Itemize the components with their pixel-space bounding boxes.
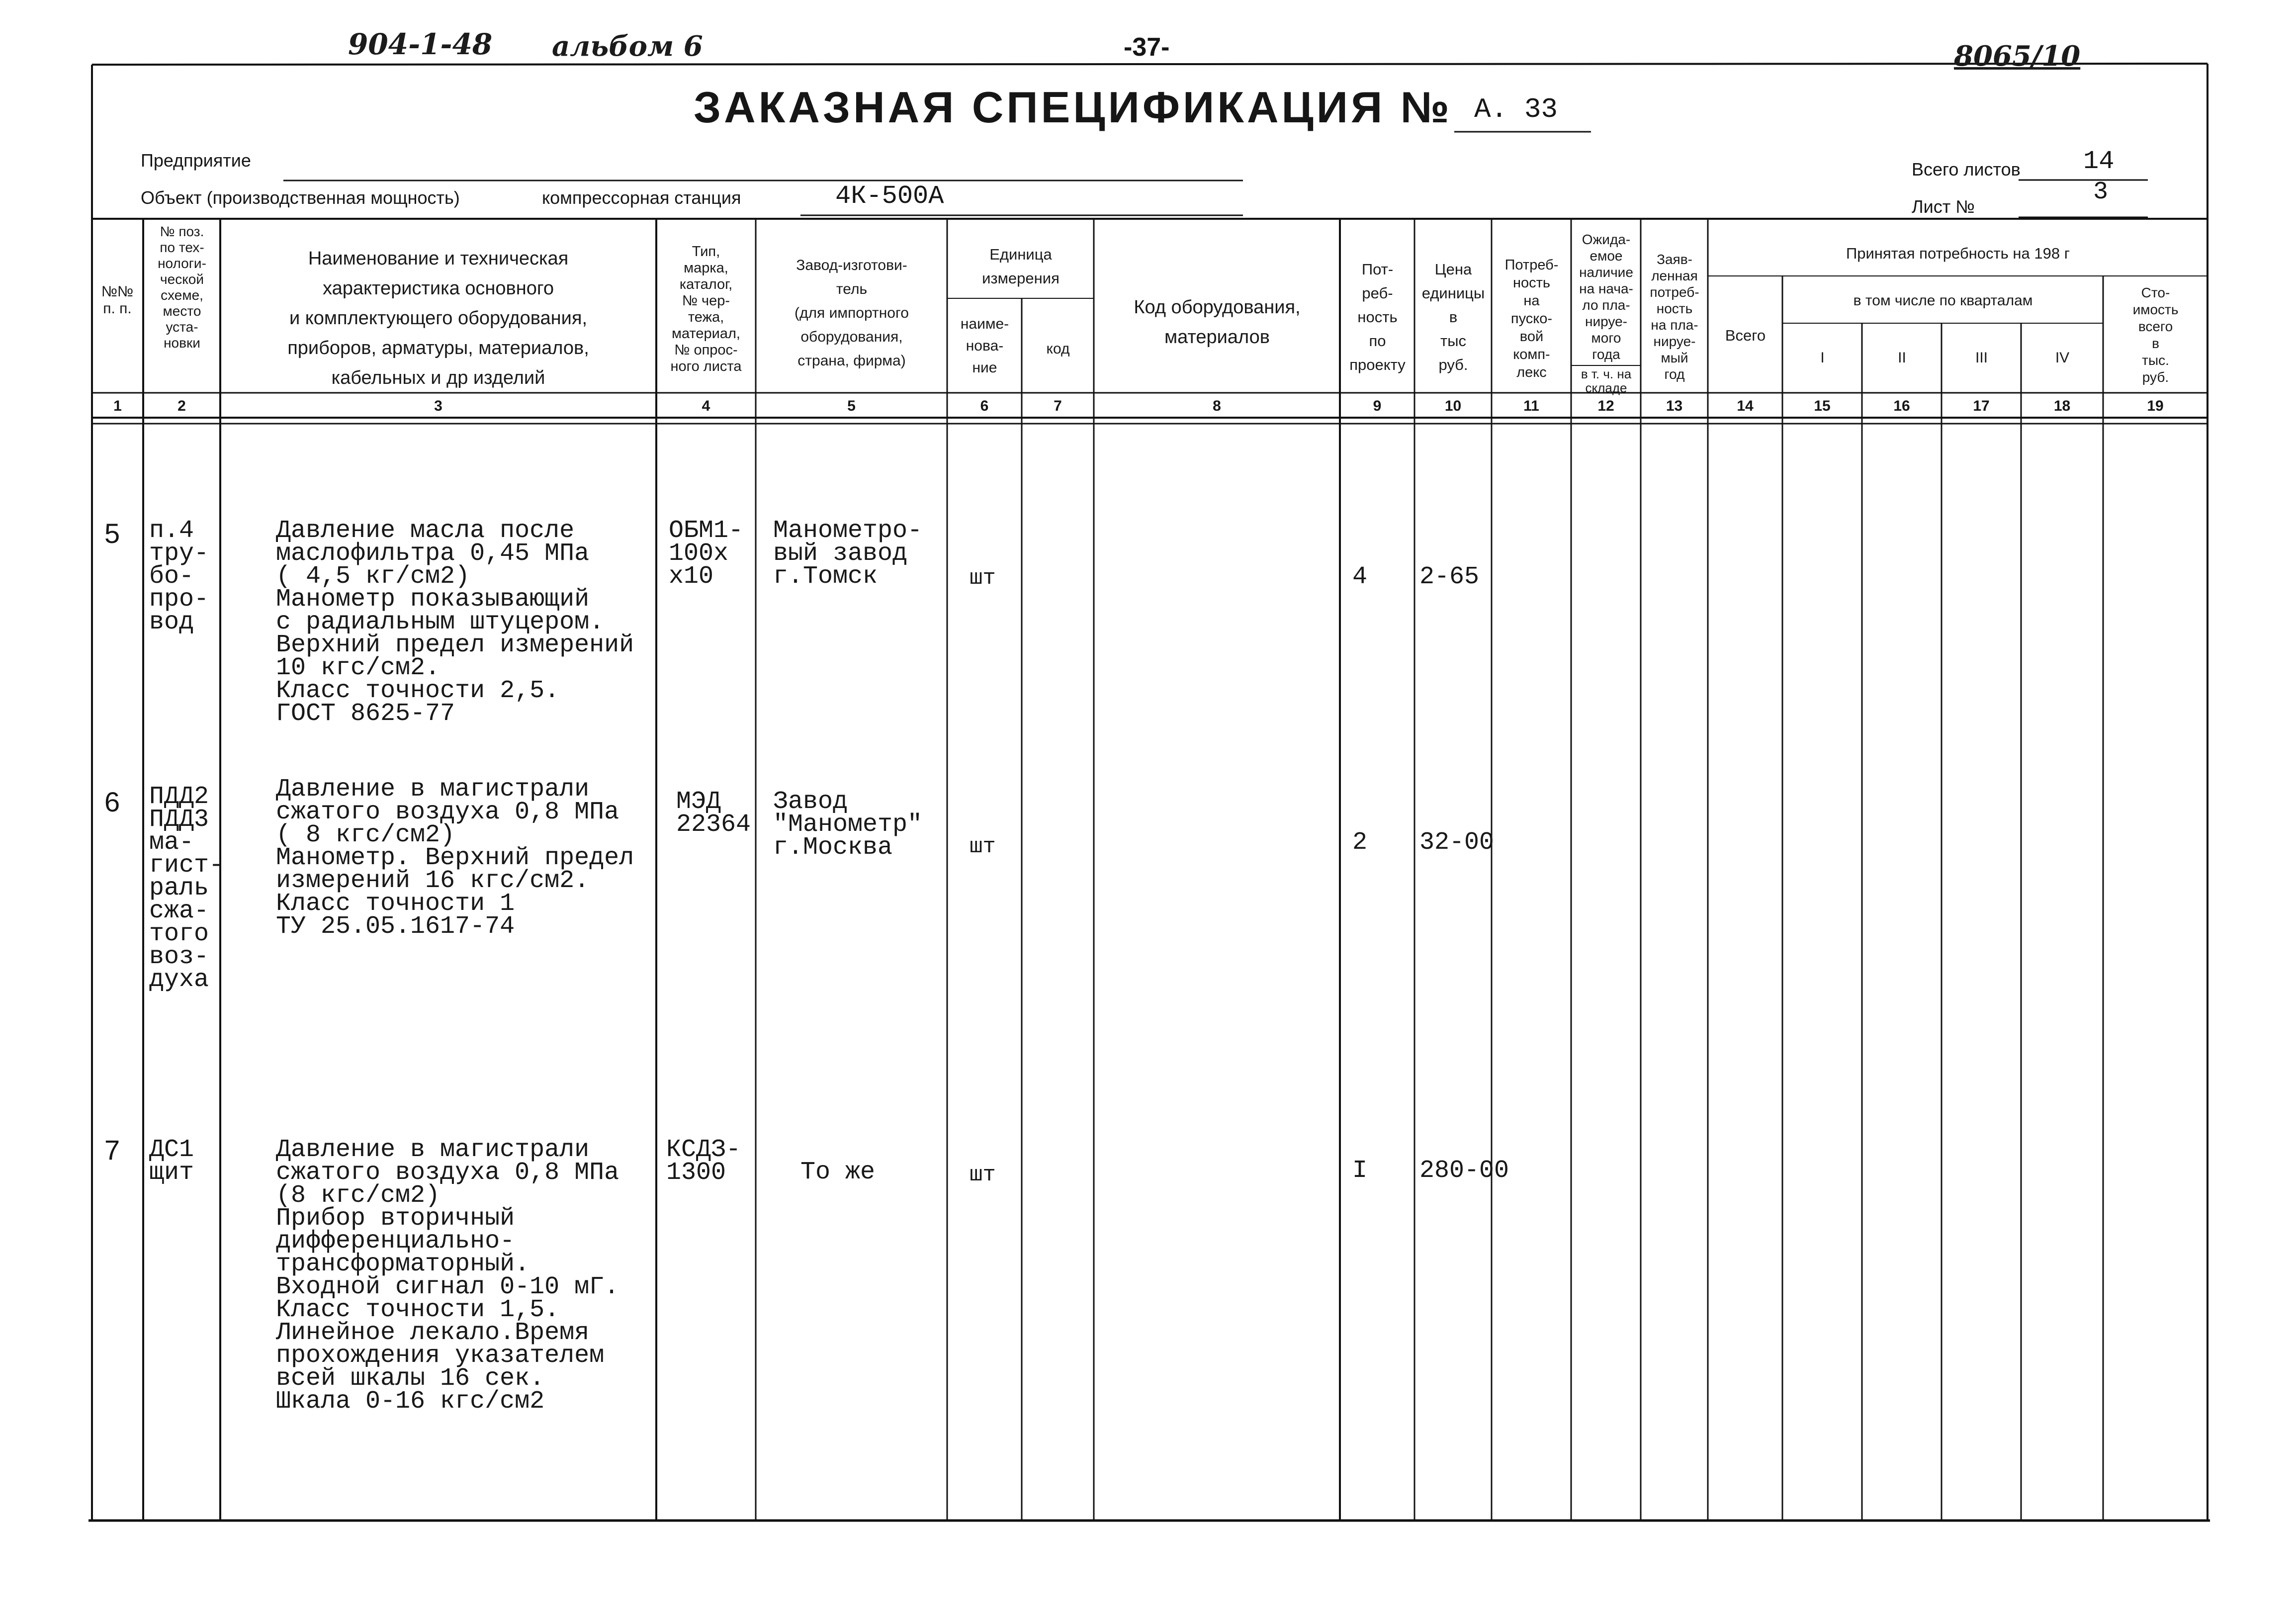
col-number-10: 10 xyxy=(1444,398,1462,414)
sheet-label: Лист № xyxy=(1912,196,1975,217)
unit-group-header: Единица измерения xyxy=(982,246,1060,287)
col-header-1: №№ п. п. xyxy=(101,283,134,317)
col-number-19: 19 xyxy=(2147,398,2164,414)
col-header-12: Ожида- емое наличие на нача- ло пла- нируе- мого года xyxy=(1579,232,1633,362)
col-number-9: 9 xyxy=(1373,398,1382,414)
col-number-18: 18 xyxy=(2053,398,2071,414)
col-number-8: 8 xyxy=(1213,398,1221,414)
col-header-8: Код оборудования, материалов xyxy=(1134,297,1301,348)
accepted-demand-header: Принятая потребность на 198 г xyxy=(1846,245,2070,262)
row-7-type: КСДЗ- 1300 xyxy=(666,1136,741,1187)
row-6-position: ПДД2 ПДД3 ма- гист- раль сжа- того воз- духа xyxy=(149,783,224,994)
object-prefix: компрессорная станция xyxy=(542,187,741,208)
col-header-12-stock: в т. ч. на складе xyxy=(1581,366,1632,395)
col-header-2: № поз. по тех- нологи- ческой схеме, место уста- новки xyxy=(158,224,206,351)
quarters-header: в том числе по кварталам xyxy=(1853,292,2033,309)
row-7-number: 7 xyxy=(104,1134,120,1166)
sheet-value: 3 xyxy=(2093,178,2109,206)
col-header-9: Пот- реб- ность по проекту xyxy=(1349,261,1406,373)
row-7-name: Давление в магистрали сжатого воздуха 0,8 МПа (8 кгс/см2) Прибор вторичный дифференциально- трансформаторный. Входной сигнал 0-10 мГ. Класс точности 1,5. Линейное лекало.Время прохождения указателем всей шкалы 16 сек. Шкала 0-16 кгс/см2 xyxy=(276,1136,619,1416)
album-label: альбом 6 xyxy=(552,30,703,63)
row-5-price: 2-65 xyxy=(1419,563,1480,591)
col-number-7: 7 xyxy=(1054,398,1062,414)
row-6-number: 6 xyxy=(104,786,120,817)
col-header-4: Тип, марка, каталог, № чер- тежа, материал, № опрос- ного листа xyxy=(670,244,742,374)
col-number-5: 5 xyxy=(847,398,856,414)
row-7-quantity: I xyxy=(1352,1157,1368,1185)
col-header-14: Всего xyxy=(1725,327,1766,344)
col-number-17: 17 xyxy=(1973,398,1990,414)
col-header-16: II xyxy=(1898,350,1906,366)
row-7-unit: шт xyxy=(970,1163,996,1187)
row-5-position: п.4 тру- бо- про- вод xyxy=(149,517,209,636)
col-header-17: III xyxy=(1975,350,1988,366)
total-sheets-value: 14 xyxy=(2083,147,2115,176)
col-number-15: 15 xyxy=(1814,398,1831,414)
row-6-quantity: 2 xyxy=(1352,828,1368,857)
col-header-18: IV xyxy=(2055,350,2070,366)
col-number-4: 4 xyxy=(702,398,710,414)
row-6-unit: шт xyxy=(970,834,996,859)
page-title: ЗАКАЗНАЯ СПЕЦИФИКАЦИЯ № xyxy=(694,83,1452,132)
page-number: -37- xyxy=(1124,33,1170,62)
col-number-16: 16 xyxy=(1893,398,1910,414)
col-header-7: код xyxy=(1046,341,1070,357)
col-header-15: I xyxy=(1820,350,1825,366)
row-7-manufacturer: То же xyxy=(800,1158,876,1186)
document-number: 904-1-48 xyxy=(348,27,493,61)
enterprise-label: Предприятие xyxy=(141,150,251,171)
col-header-13: Заяв- ленная потреб- ность на пла- нируе- мый год xyxy=(1650,252,1699,382)
row-5-manufacturer: Манометро- вый завод г.Томск xyxy=(773,517,923,591)
row-6-manufacturer: Завод "Манометр" г.Москва xyxy=(773,788,923,862)
col-number-2: 2 xyxy=(177,398,186,414)
object-label: Объект (производственная мощность) xyxy=(141,187,460,208)
row-6-price: 32-00 xyxy=(1419,828,1495,857)
specification-number: А. 33 xyxy=(1474,93,1558,125)
col-header-6: наиме- нова- ние xyxy=(960,316,1009,376)
row-6-type: МЭД 22364 xyxy=(676,788,751,839)
inventory-number: 8065/10 xyxy=(1954,40,2081,73)
row-5-number: 5 xyxy=(104,518,120,549)
object-value: 4К-500А xyxy=(835,181,944,211)
row-7-price: 280-00 xyxy=(1419,1157,1509,1185)
col-header-11: Потреб- ность на пуско- вой комп- лекс xyxy=(1504,257,1559,380)
col-header-3: Наименование и техническая характеристика основного и комплектующего оборудования, приборов, арматуры, материалов, кабельных и др изделий xyxy=(287,248,589,388)
col-number-12: 12 xyxy=(1597,398,1614,414)
col-header-5: Завод-изготови- тель (для импортного оборудования, страна, фирма) xyxy=(795,257,909,369)
row-7-position: ДС1 щит xyxy=(149,1136,194,1187)
col-number-1: 1 xyxy=(113,398,122,414)
col-header-10: Цена единицы в тыс руб. xyxy=(1421,261,1485,373)
col-header-19: Сто- имость всего в тыс. руб. xyxy=(2132,285,2179,385)
row-5-type: ОБМ1- 100х х10 xyxy=(669,517,744,591)
col-number-14: 14 xyxy=(1737,398,1754,414)
row-5-quantity: 4 xyxy=(1352,563,1368,591)
total-sheets-label: Всего листов xyxy=(1912,159,2021,179)
row-5-unit: шт xyxy=(970,566,996,591)
row-5-name: Давление масла после маслофильтра 0,45 МПа ( 4,5 кг/см2) Манометр показывающий с радиальным штуцером. Верхний предел измерений 10 кгс/см2. Класс точности 2,5. ГОСТ 8625-77 xyxy=(276,517,634,728)
row-6-name: Давление в магистрали сжатого воздуха 0,8 МПа ( 8 кгс/см2) Манометр. Верхний предел измерений 16 кгс/см2. Класс точности 1 ТУ 25.05.1617-74 xyxy=(276,775,634,941)
col-number-3: 3 xyxy=(434,398,442,414)
col-number-11: 11 xyxy=(1523,398,1539,414)
col-number-13: 13 xyxy=(1666,398,1683,414)
col-number-6: 6 xyxy=(980,398,989,414)
